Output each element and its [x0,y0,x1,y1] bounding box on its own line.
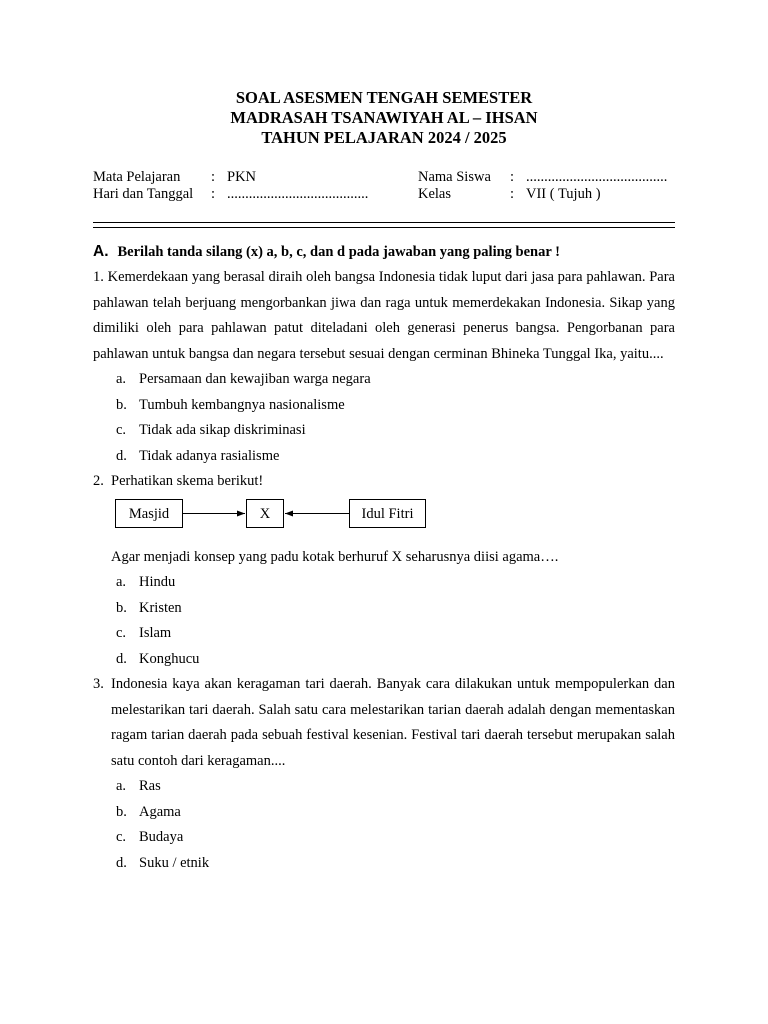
class-value: VII ( Tujuh ) [526,186,601,202]
question-number: 3. [93,676,104,692]
scheme-box-masjid: Masjid [115,499,183,528]
option-b[interactable] [93,596,675,622]
option-text: Hindu [139,574,176,590]
scheme-arrows [93,499,675,529]
subject-value: PKN [227,169,257,185]
scheme-box-x: X [246,499,284,528]
option-text: Islam [139,625,172,641]
colon: : [510,169,515,185]
name-value: ....................................... [526,169,668,185]
header-year: TAHUN PELAJARAN 2024 / 2025 [261,128,507,147]
colon: : [211,169,216,185]
question-number: 2. [93,473,104,489]
section-instruction: Berilah tanda silang (x) a, b, c, dan d pada jawaban yang paling benar ! [117,244,560,260]
question-text: Perhatikan skema berikut! [111,473,264,489]
question-3-options [93,774,675,876]
option-letter: b. [116,803,127,820]
option-text: Konghucu [139,650,200,667]
concept-scheme [93,499,675,541]
option-c[interactable] [93,825,675,851]
scheme-box-idul-fitri: Idul Fitri [349,499,426,528]
option-d[interactable] [93,851,675,877]
question-2-options [93,570,675,672]
option-letter: a. [116,371,127,387]
option-c[interactable] [93,418,675,444]
option-text: Ras [139,778,161,794]
option-letter: a. [116,778,127,794]
colon: : [211,186,216,202]
subject-label: Mata Pelajaran [93,169,181,185]
colon: : [510,186,515,202]
option-a[interactable] [93,774,675,800]
option-letter: c. [116,829,127,845]
option-text: Tidak adanya rasialisme [139,447,280,464]
option-a[interactable] [93,570,675,596]
option-letter: d. [116,447,127,464]
option-letter: a. [116,574,127,590]
question-number: 1. [93,269,104,285]
option-letter: d. [116,854,127,871]
option-text: Tidak ada sikap diskriminasi [139,422,306,438]
question-1-options [93,367,675,469]
date-value: ....................................... [227,186,369,202]
student-info [93,168,675,204]
option-b[interactable] [93,800,675,826]
question-text: Indonesia kaya akan keragaman tari daerah. Banyak cara dilakukan untuk mempopulerkan dan melestarikan tari daerah. Salah satu cara melestarikan tarian daerah adalah dengan mementaskan ragam tarian daerah pada sebuah festival kesenian. Festival tari daerah tersebut merupakan salah satu contoh dari keragaman.... [111,676,675,769]
option-letter: c. [116,422,127,438]
option-c[interactable] [93,621,675,647]
option-letter: d. [116,650,127,667]
question-1 [93,265,675,367]
option-d[interactable] [93,444,675,470]
option-text: Budaya [139,829,184,845]
option-text: Suku / etnik [139,854,210,871]
option-text: Agama [139,803,181,820]
name-label: Nama Siswa [418,169,491,185]
question-2 [93,469,675,495]
section-a-heading [93,242,675,262]
option-letter: c. [116,625,127,641]
option-text: Tumbuh kembangnya nasionalisme [139,396,345,413]
question-3 [93,672,675,774]
option-letter: b. [116,396,127,413]
option-text: Kristen [139,599,182,616]
option-d[interactable] [93,647,675,673]
option-a[interactable] [93,367,675,393]
exam-header [93,88,675,148]
double-divider [93,222,675,228]
header-school: MADRASAH TSANAWIYAH AL – IHSAN [230,108,538,127]
date-label: Hari dan Tanggal [93,186,194,202]
section-letter: A. [93,243,109,260]
question-2-prompt: Agar menjadi konsep yang padu kotak berhuruf X seharusnya diisi agama…. [111,548,559,565]
exam-page [93,88,675,876]
class-label: Kelas [418,186,452,202]
option-text: Persamaan dan kewajiban warga negara [139,371,371,387]
option-letter: b. [116,599,127,616]
header-title: SOAL ASESMEN TENGAH SEMESTER [235,88,533,107]
option-b[interactable] [93,393,675,419]
question-text: Kemerdekaan yang berasal diraih oleh bangsa Indonesia tidak luput dari jasa para pahlawan. Para pahlawan telah berjuang mengorbankan jiwa dan raga untuk memerdekakan Indonesia. Sikap yang dimiliki oleh para pahlawan patut diteladani oleh generasi penerus bangsa. Pengorbanan para pahlawan untuk bangsa dan negara tersebut sesuai dengan cerminan Bhineka Tunggal Ika, yaitu.... [93,269,675,362]
